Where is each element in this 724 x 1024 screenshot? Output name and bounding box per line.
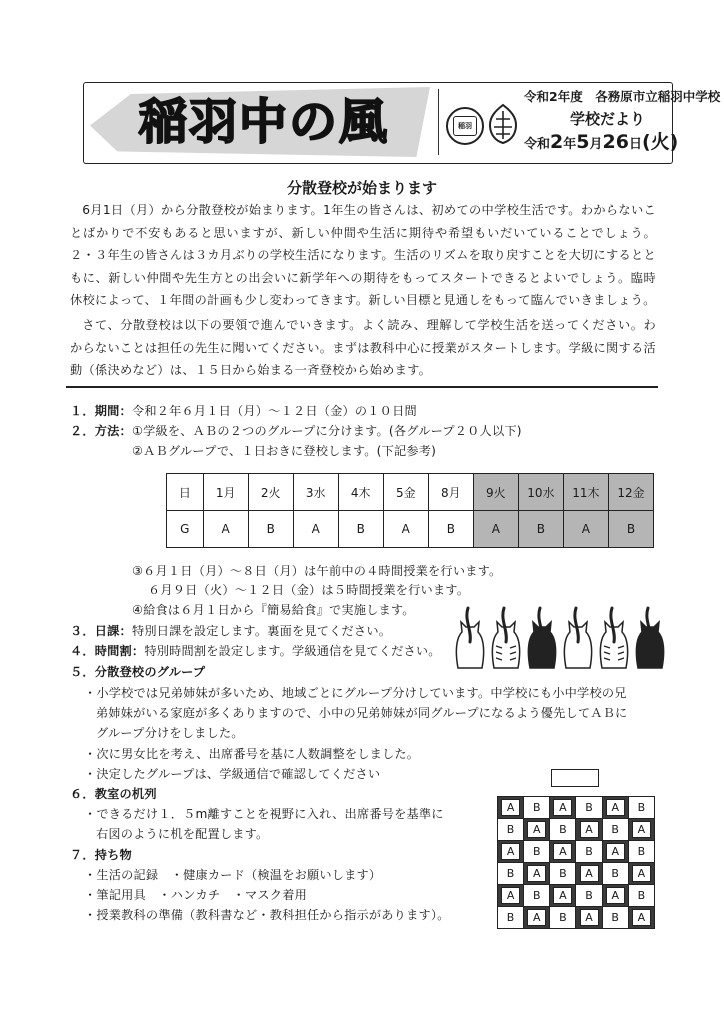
seat-group-label: A (606, 799, 625, 816)
seat-cell (498, 841, 524, 863)
item-belongings-bullet-1: ・生活の記録 ・健康カード（検温をお願いします） (84, 868, 382, 882)
seat-group-label: B (532, 845, 541, 858)
seat-cell (628, 797, 654, 819)
newsletter-label: 学校だより (570, 110, 646, 128)
item-groups-bullet-1c: グループ分けをしました。 (96, 726, 244, 740)
seat-group-label: B (585, 889, 593, 902)
schedule-group-cell: A (203, 511, 248, 548)
seat-cell (550, 819, 576, 841)
seat-cell (628, 863, 654, 885)
seat-cell (550, 885, 576, 907)
seat-group-label: A (553, 799, 572, 816)
schedule-date-cell: 4木 (338, 474, 383, 511)
item-belongings-label (70, 846, 132, 864)
seat-group-label: A (501, 799, 520, 816)
seat-cell (576, 797, 602, 819)
seat-group-label: A (527, 821, 546, 838)
seat-group-label: B (611, 823, 619, 836)
article-heading: 分散登校が始まります (286, 179, 437, 197)
seat-group-label: B (637, 889, 646, 902)
emblem-text: 稲羽 (453, 116, 477, 136)
schedule-date-cell: 11木 (563, 474, 608, 511)
seat-group-label: A (580, 909, 599, 926)
item-method-text-5: ④給食は６月１日から『簡易給食』で実施します。 (132, 603, 415, 617)
seat-cell (550, 907, 576, 929)
seat-cell (498, 819, 524, 841)
item-belongings-label-text: ７．持ち物 (70, 848, 132, 862)
seat-cell (498, 885, 524, 907)
seat-group-label: A (501, 887, 520, 904)
cat-back-icon (600, 608, 627, 668)
date-month-unit: 月 (589, 137, 603, 152)
cat-backs-illustration (452, 602, 674, 674)
article-paragraph-2: さて、分散登校は以下の要領で進んでいきます。よく読み、理解して学校生活を送ってください。わからないことは担任の先生に聞いてください。まずは教科中心に授業がスタートします。学級に関する活動（係決めなど）は、１５日から始まる一斉登校から始めます。 (70, 318, 656, 377)
seat-group-label: B (637, 801, 646, 814)
seat-cell (602, 907, 628, 929)
item-groups-label-text: ５．分散登校のグループ (70, 665, 206, 679)
schedule-group-cell: A (473, 511, 518, 548)
seat-group-label: B (611, 867, 619, 880)
item-method (70, 422, 522, 440)
item-method-label: ２．方法： (70, 424, 132, 438)
item-groups-bullet-1a: ・小学校では兄弟姉妹が多いため、地域ごとにグループ分けしています。中学校にも小中学校の兄 (84, 686, 627, 700)
teacher-desk (551, 769, 599, 787)
seat-cell (550, 863, 576, 885)
attendance-schedule-table (166, 473, 654, 548)
schedule-date-cell: 10水 (518, 474, 563, 511)
seat-group-label: A (527, 865, 546, 882)
seat-cell (524, 885, 550, 907)
seat-cell (550, 797, 576, 819)
cat-back-icon (636, 608, 663, 668)
item-method-text-2: ②ＡＢグループで、１日おきに登校します。(下記参考) (132, 444, 437, 458)
item-period (70, 402, 417, 420)
item-timetable-text: 特別時間割を設定します。学級通信を見てください。 (144, 644, 441, 658)
item-desks-label (70, 785, 157, 803)
schedule-date-cell: 8月 (428, 474, 473, 511)
schedule-date-cell: 3水 (293, 474, 338, 511)
masthead (83, 82, 721, 164)
seat-cell (602, 819, 628, 841)
seat-cell (576, 841, 602, 863)
schedule-group-cell: B (428, 511, 473, 548)
cat-back-icon (456, 608, 483, 668)
seat-cell (524, 819, 550, 841)
schedule-group-cell: A (383, 511, 428, 548)
schedule-group-cell: G (167, 511, 204, 548)
seat-group-label: B (585, 845, 593, 858)
cat-back-icon (528, 608, 555, 668)
schedule-group-cell: B (248, 511, 293, 548)
date-weekday: (火) (641, 131, 679, 153)
seat-cell (628, 885, 654, 907)
schedule-group-row (167, 511, 654, 548)
seat-group-label: A (501, 843, 520, 860)
seat-group-label: A (553, 843, 572, 860)
seat-group-label: B (585, 801, 593, 814)
issue-date (524, 131, 679, 156)
seat-group-label: A (606, 843, 625, 860)
seat-cell (602, 841, 628, 863)
seat-group-label: A (632, 909, 651, 926)
schedule-date-cell: 日 (167, 474, 204, 511)
item-method-text-4: ６月９日（火）～１２日（金）は５時間授業を行います。 (148, 583, 470, 597)
item-belongings-bullet-2: ・筆記用具 ・ハンカチ ・マスク着用 (84, 888, 307, 902)
seat-cell (524, 907, 550, 929)
seat-cell (524, 841, 550, 863)
seat-cell (628, 841, 654, 863)
seat-group-label: A (580, 821, 599, 838)
schedule-group-cell: B (518, 511, 563, 548)
seat-group-label: B (637, 845, 646, 858)
date-prefix: 令和 (524, 137, 551, 152)
seat-group-label: B (559, 867, 567, 880)
seat-row (498, 841, 655, 863)
school-emblem-icon (446, 107, 484, 145)
seat-cell (498, 863, 524, 885)
school-year-name: 令和2年度 各務原市立稲羽中学校 (524, 89, 721, 104)
seat-cell (576, 885, 602, 907)
article-paragraph-1: 6月1日（月）から分散登校が始まります。1年生の皆さんは、初めての中学校生活です。わからないことばかりで不安もあると思いますが、新しい仲間や生活に期待や希望もいだいていることでしょう。２・３年生の皆さんは３カ月ぶりの学校生活になります。生活のリズムを取り戻すことを大切にするとともに、新しい仲間や先生方との出会いに新学年への期待をもってスタートできるとよいでしょう。臨時休校によって、１年間の計画も少し変わってきます。新しい目標と見通しをもって臨んでいきましょう。 (70, 203, 656, 307)
seat-cell (550, 841, 576, 863)
seat-group-label: B (506, 911, 515, 924)
schedule-date-cell: 1月 (203, 474, 248, 511)
item-method-text-3: ③６月１日（月）～８日（月）は午前中の４時間授業を行います。 (132, 564, 502, 578)
seat-row (498, 863, 655, 885)
item-method-text-1: ①学級を、ＡＢの２つのグループに分けます。(各グループ２０人以下) (131, 424, 522, 438)
schedule-group-cell: B (608, 511, 653, 548)
seat-group-label: B (532, 801, 541, 814)
cat-back-icon (564, 608, 591, 668)
school-crest-icon (486, 103, 520, 145)
item-belongings-bullet-3: ・授業教科の準備（教科書など・教科担任から指示があります）。 (84, 908, 450, 922)
item-desks-label-text: ６．教室の机列 (70, 787, 157, 801)
schedule-date-cell: 2火 (248, 474, 293, 511)
seat-cell (498, 907, 524, 929)
item-period-text: 令和２年６月１日（月）～１２日（金）の１０日間 (131, 404, 417, 418)
item-groups-label (70, 663, 205, 681)
seat-cell (576, 819, 602, 841)
item-schedule (70, 622, 391, 640)
item-schedule-text: 特別日課を設定します。裏面を見てください。 (131, 624, 392, 638)
date-year-unit: 年 (563, 137, 577, 152)
seat-group-label: A (527, 909, 546, 926)
seat-group-label: A (632, 821, 651, 838)
seat-cell (576, 907, 602, 929)
schedule-date-row (167, 474, 654, 511)
seat-group-label: B (506, 867, 515, 880)
seat-group-label: B (611, 911, 619, 924)
seat-cell (524, 863, 550, 885)
item-groups-bullet-1b: 弟姉妹がいる家庭が多くありますので、小中の兄弟姉妹が同グループになるよう優先してＡＢに (96, 706, 628, 720)
schedule-date-cell: 12金 (608, 474, 653, 511)
item-groups-bullet-3: ・決定したグループは、学級通信で確認してください (84, 767, 381, 781)
seat-group-label: B (559, 823, 567, 836)
schedule-group-cell: A (563, 511, 608, 548)
seat-cell (576, 863, 602, 885)
seat-cell (602, 885, 628, 907)
seat-group-label: A (606, 887, 625, 904)
item-schedule-label: ３．日課： (70, 624, 132, 638)
date-month: 5 (576, 131, 590, 153)
schedule-date-cell: 5金 (383, 474, 428, 511)
date-year: 2 (550, 131, 564, 153)
seat-cell (628, 819, 654, 841)
item-groups-bullet-2: ・次に男女比を考え、出席番号を基に人数調整をしました。 (84, 747, 420, 761)
seat-group-label: A (580, 865, 599, 882)
seat-group-label: B (506, 823, 515, 836)
seat-cell (524, 797, 550, 819)
cat-back-icon (492, 608, 519, 668)
seat-cell (602, 797, 628, 819)
seat-row (498, 797, 655, 819)
seat-row (498, 819, 655, 841)
seat-group-label: A (553, 887, 572, 904)
schedule-date-cell: 9火 (473, 474, 518, 511)
seat-cell (498, 797, 524, 819)
seat-cell (602, 863, 628, 885)
schedule-group-cell: B (338, 511, 383, 548)
seat-group-label: B (559, 911, 567, 924)
date-day-unit: 日 (628, 137, 642, 152)
newsletter-title: 稲羽中の風 (138, 94, 389, 150)
seat-cell (628, 907, 654, 929)
seat-row (498, 885, 655, 907)
seat-group-label: B (532, 889, 541, 902)
item-timetable (70, 642, 441, 660)
masthead-divider (438, 89, 439, 155)
date-day: 26 (602, 131, 629, 153)
item-desks-bullet-1b: 右図のように机を配置します。 (96, 827, 269, 841)
item-period-label: １．期間： (70, 404, 132, 418)
item-timetable-label: ４．時間割： (70, 644, 145, 658)
seat-row (498, 907, 655, 929)
seat-group-label: A (632, 865, 651, 882)
classroom-seating-grid (497, 796, 655, 929)
item-desks-bullet-1a: ・できるだけ１．５m離すことを視野に入れ、出席番号を基準に (84, 807, 444, 821)
section-divider (66, 386, 658, 388)
schedule-group-cell: A (293, 511, 338, 548)
